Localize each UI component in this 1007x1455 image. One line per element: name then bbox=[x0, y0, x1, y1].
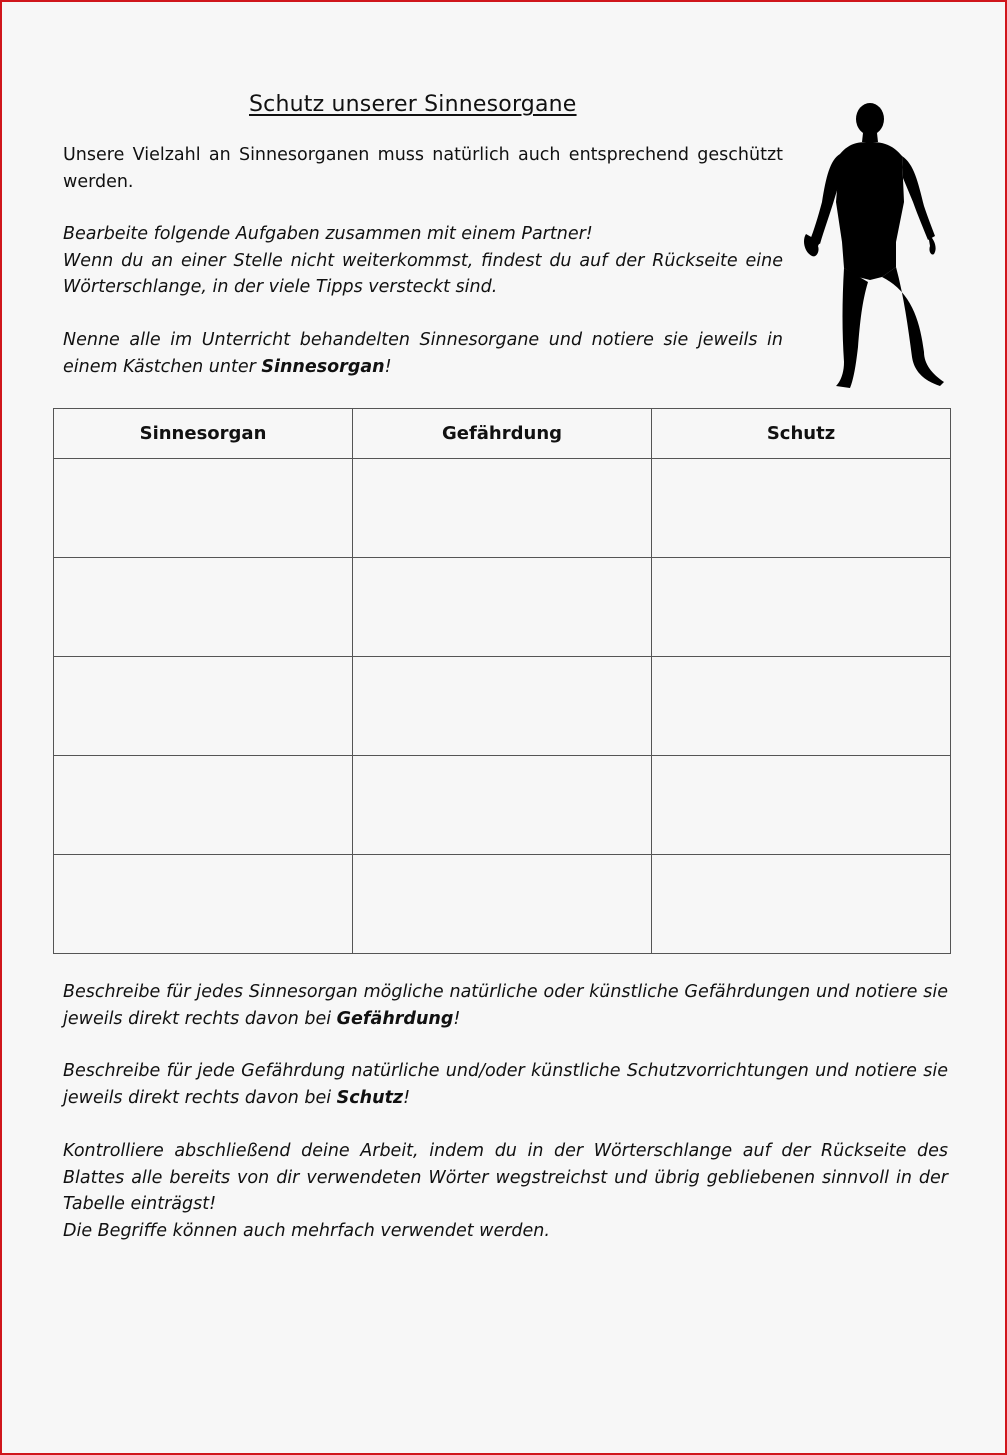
task-name-sense-organs bbox=[63, 327, 783, 380]
task-text: Beschreibe für jede Gefährdung natürliche und/oder künstliche Schutzvorrichtungen und notiere sie jeweils direkt rechts davon bei bbox=[63, 1061, 948, 1108]
table-cell[interactable] bbox=[652, 558, 951, 657]
human-silhouette-icon bbox=[800, 102, 950, 392]
task-hint-line: Wenn du an einer Stelle nicht weiterkommst, findest du auf der Rückseite eine Wörterschlange, in der viele Tipps versteckt sind. bbox=[63, 250, 783, 297]
table-cell[interactable] bbox=[353, 459, 652, 558]
task-note-line: Die Begriffe können auch mehrfach verwendet werden. bbox=[63, 1220, 550, 1241]
table-cell[interactable] bbox=[54, 558, 353, 657]
table-cell[interactable] bbox=[54, 657, 353, 756]
task-check-line: Kontrolliere abschließend deine Arbeit, indem du in der Wörterschlange auf der Rückseite des Blattes alle bereits von dir verwendeten Wörter wegstreichst und übrig gebliebenen sinnvoll in der Tabelle einträgst! bbox=[63, 1141, 948, 1214]
table-row bbox=[54, 657, 951, 756]
table-row bbox=[54, 558, 951, 657]
task-partner-instructions bbox=[63, 221, 783, 301]
table-cell[interactable] bbox=[353, 855, 652, 954]
table-cell[interactable] bbox=[652, 756, 951, 855]
table-cell[interactable] bbox=[652, 855, 951, 954]
task-keyword: Gefährdung bbox=[336, 1008, 454, 1029]
task-text-end: ! bbox=[403, 1087, 411, 1108]
table-row bbox=[54, 855, 951, 954]
task-describe-protection bbox=[63, 1058, 948, 1111]
table-cell[interactable] bbox=[54, 855, 353, 954]
intro-text: Unsere Vielzahl an Sinnesorganen muss natürlich auch entsprechend geschützt werden. bbox=[63, 145, 783, 192]
task-text: Nenne alle im Unterricht behandelten Sinnesorgane und notiere sie jeweils in einem Kästchen unter bbox=[63, 330, 783, 377]
table-row bbox=[54, 756, 951, 855]
table-cell[interactable] bbox=[652, 459, 951, 558]
task-check-work bbox=[63, 1138, 948, 1244]
table-cell[interactable] bbox=[652, 657, 951, 756]
task-partner-line: Bearbeite folgende Aufgaben zusammen mit einem Partner! bbox=[63, 224, 593, 244]
task-text: Beschreibe für jedes Sinnesorgan mögliche natürliche oder künstliche Gefährdungen und notiere sie jeweils direkt rechts davon bei bbox=[63, 982, 948, 1029]
header-sinnesorgan: Sinnesorgan bbox=[54, 409, 353, 459]
task-text-end: ! bbox=[453, 1008, 461, 1029]
task-describe-dangers bbox=[63, 979, 948, 1032]
header-gefaehrdung: Gefährdung bbox=[353, 409, 652, 459]
task-text-end: ! bbox=[384, 356, 392, 377]
header-schutz: Schutz bbox=[652, 409, 951, 459]
task-keyword: Sinnesorgan bbox=[261, 356, 385, 377]
table-cell[interactable] bbox=[353, 756, 652, 855]
page-title: Schutz unserer Sinnesorgane bbox=[249, 92, 577, 117]
table-header-row bbox=[54, 409, 951, 459]
table-row bbox=[54, 459, 951, 558]
table-cell[interactable] bbox=[353, 657, 652, 756]
task-keyword: Schutz bbox=[336, 1087, 404, 1108]
table-cell[interactable] bbox=[54, 459, 353, 558]
worksheet-table bbox=[53, 408, 951, 954]
table-cell[interactable] bbox=[54, 756, 353, 855]
table-cell[interactable] bbox=[353, 558, 652, 657]
